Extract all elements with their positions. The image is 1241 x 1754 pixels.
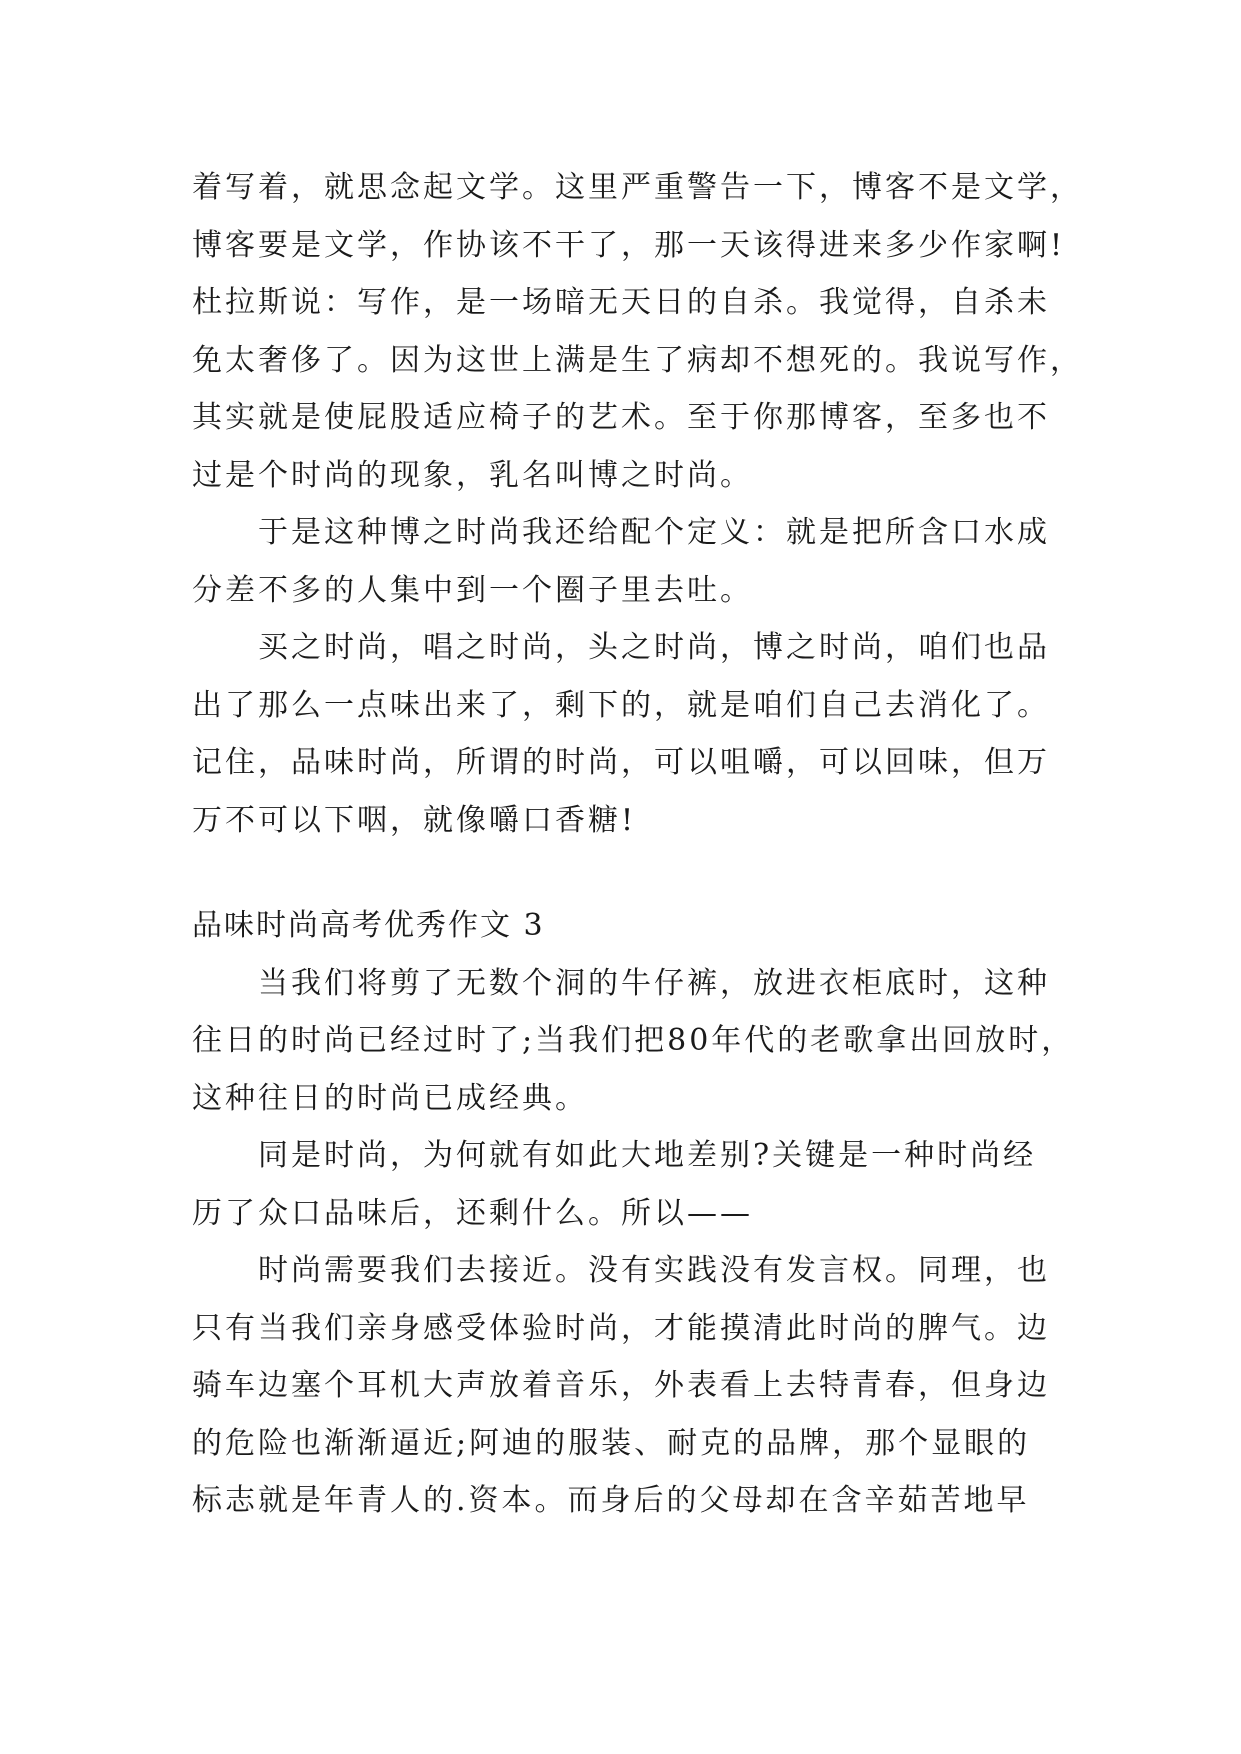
- paragraph-line: 记住，品味时尚，所谓的时尚，可以咀嚼，可以回味，但万: [192, 745, 1050, 780]
- paragraph-line: 买之时尚，唱之时尚，头之时尚，博之时尚，咱们也品: [258, 630, 1050, 665]
- paragraph-line: 出了那么一点味出来了，剩下的，就是咱们自己去消化了。: [192, 687, 1050, 723]
- paragraph-line: 同是时尚，为何就有如此大地差别?关键是一种时尚经: [258, 1138, 1037, 1173]
- paragraph-line: 博客要是文学，作协该不干了，那一天该得进来多少作家啊!: [192, 227, 1066, 263]
- paragraph-line: 其实就是使屁股适应椅子的艺术。至于你那博客，至多也不: [192, 400, 1050, 435]
- paragraph-line: 杜拉斯说：写作，是一场暗无天日的自杀。我觉得，自杀未: [192, 285, 1050, 320]
- paragraph-line: 时尚需要我们去接近。没有实践没有发言权。同理，也: [258, 1253, 1050, 1288]
- paragraph-line: 往日的时尚已经过时了;当我们把80年代的老歌拿出回放时，: [192, 1023, 1075, 1058]
- paragraph-line: 的危险也渐渐逼近;阿迪的服装、耐克的品牌，那个显眼的: [192, 1425, 1031, 1461]
- paragraph-line: 只有当我们亲身感受体验时尚，才能摸清此时尚的脾气。边: [192, 1310, 1050, 1346]
- paragraph-line: 过是个时尚的现象，乳名叫博之时尚。: [192, 457, 753, 493]
- paragraph-line: 分差不多的人集中到一个圈子里去吐。: [192, 572, 753, 608]
- paragraph-line: 于是这种博之时尚我还给配个定义：就是把所含口水成: [258, 515, 1050, 550]
- essay-heading: 品味时尚高考优秀作文 3: [192, 908, 545, 943]
- paragraph-line: 着写着，就思念起文学。这里严重警告一下，博客不是文学，: [192, 170, 1083, 205]
- paragraph-line: 万不可以下咽，就像嚼口香糖!: [192, 802, 637, 838]
- paragraph-line: 历了众口品味后，还剩什么。所以——: [192, 1195, 753, 1231]
- paragraph-line: 免太奢侈了。因为这世上满是生了病却不想死的。我说写作，: [192, 342, 1083, 378]
- paragraph-line: 当我们将剪了无数个洞的牛仔裤，放进衣柜底时，这种: [258, 965, 1050, 1001]
- essay-body-continued: [192, 159, 1083, 849]
- paragraph-line: 骑车边塞个耳机大声放着音乐，外表看上去特青春，但身边: [192, 1368, 1050, 1403]
- paragraph-line: 标志就是年青人的.资本。而身后的父母却在含辛茹苦地早: [192, 1483, 1030, 1518]
- essay-3-section: [192, 897, 1075, 1530]
- paragraph-line: 这种往日的时尚已成经典。: [192, 1080, 588, 1116]
